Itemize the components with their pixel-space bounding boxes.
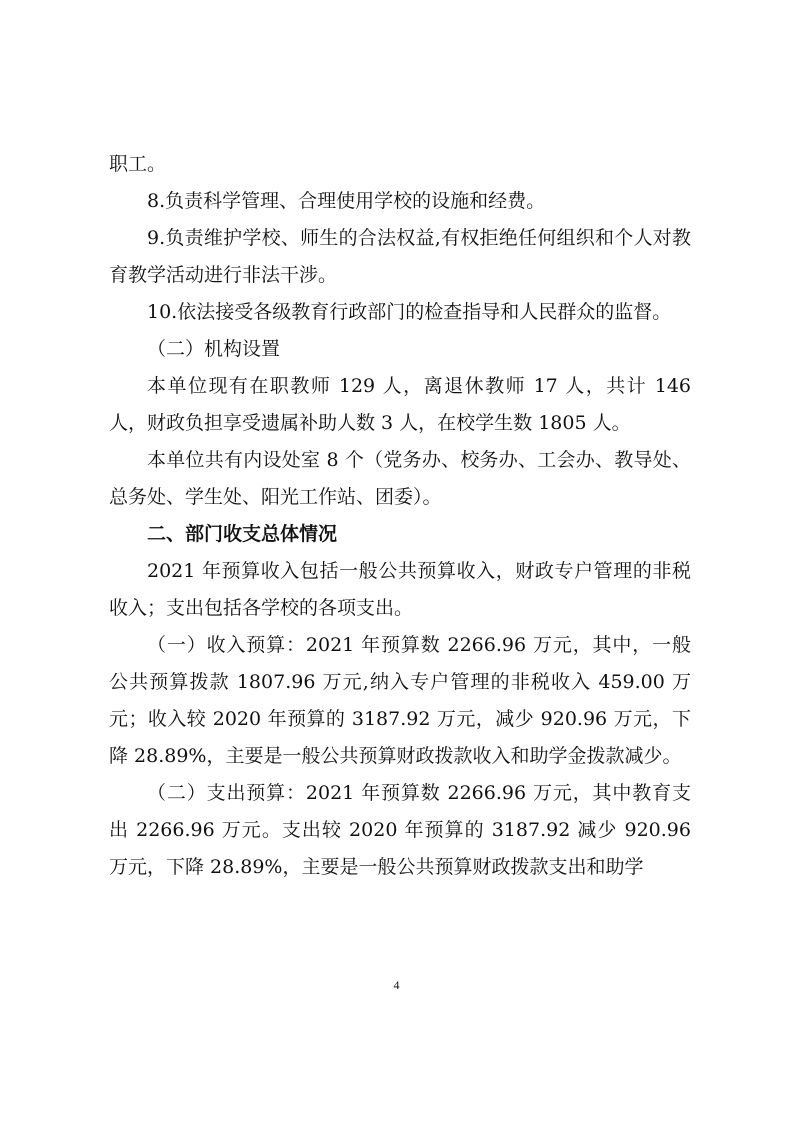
subheading-organization: （二）机构设置 (147, 338, 281, 360)
paragraph-budget-intro: 2021 年预算收入包括一般公共预算收入，财政专户管理的非税收入；支出包括各学校的各项支出。 (109, 560, 691, 619)
paragraph-offices: 本单位共有内设处室 8 个（党务办、校务办、工会办、教导处、总务处、学生处、阳光工作站、团委）。 (109, 449, 691, 508)
paragraph-expense-budget: （二）支出预算：2021 年预算数 2266.96 万元，其中教育支出 2266.96 万元。支出较 2020 年预算的 3187.92 减少 920.96 万元，下降 28.89%，主要是一般公共预算财政拨款支出和助学 (109, 782, 691, 878)
paragraph-item-8: 8.负责科学管理、合理使用学校的设施和经费。 (147, 190, 546, 212)
page-number: 4 (393, 978, 400, 992)
body-text (109, 146, 691, 886)
paragraph-continuation: 职工。 (109, 153, 167, 175)
paragraph-income-budget: （一）收入预算：2021 年预算数 2266.96 万元，其中，一般公共预算拨款 1807.96 万元,纳入专户管理的非税收入 459.00 万元；收入较 2020 年预算的 3187.92 万元，减少 920.96 万元，下降 28.89%，主要是一般公共预算财政拨款收入和助学金拨款减少。 (109, 634, 691, 767)
paragraph-item-10: 10.依法接受各级教育行政部门的检查指导和人民群众的监督。 (147, 301, 672, 323)
paragraph-staff: 本单位现有在职教师 129 人，离退休教师 17 人，共计 146 人，财政负担享受遗属补助人数 3 人，在校学生数 1805 人。 (109, 375, 691, 434)
paragraph-item-9: 9.负责维护学校、师生的合法权益,有权拒绝任何组织和个人对教育教学活动进行非法干涉。 (109, 227, 691, 286)
section-heading-budget: 二、部门收支总体情况 (147, 523, 338, 545)
